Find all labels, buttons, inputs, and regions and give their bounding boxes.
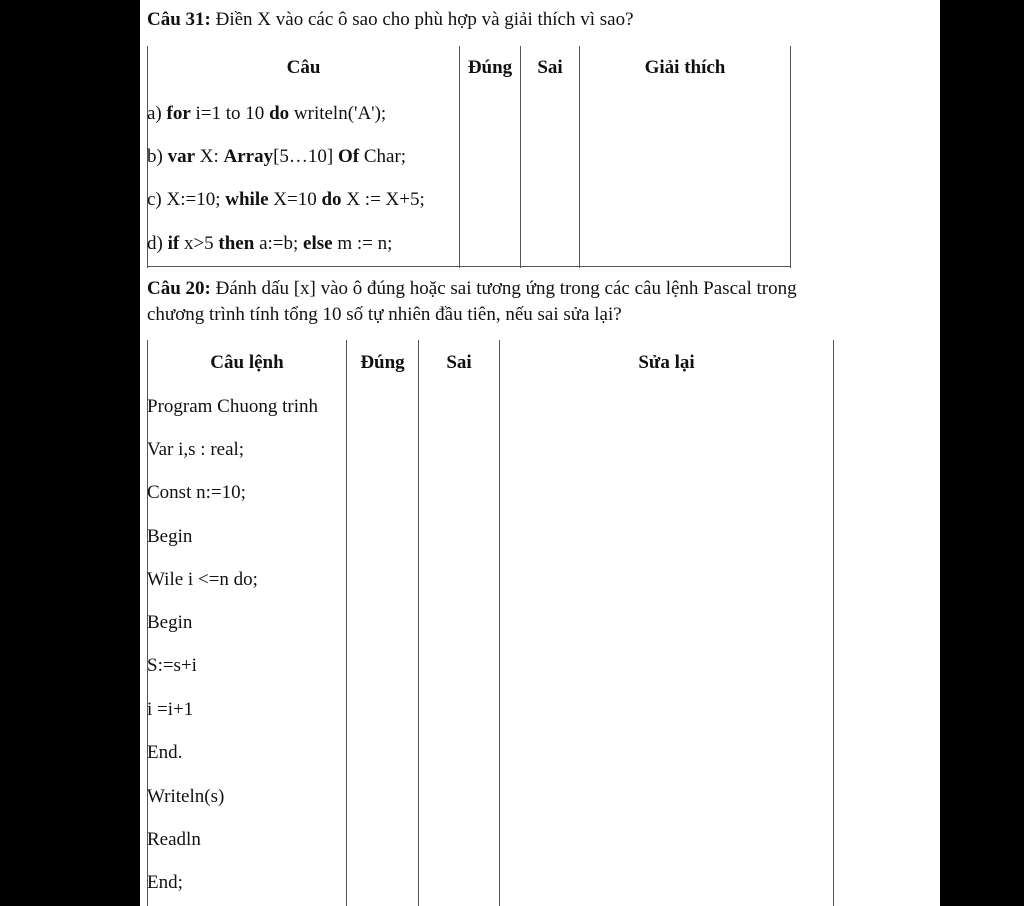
q20-row: i =i+1 [147, 699, 194, 720]
question-20-prompt-line2: chương trình tính tổng 10 số tự nhiên đầu tiên, nếu sai sửa lại? [147, 304, 622, 325]
q20-row: Writeln(s) [147, 786, 225, 807]
q20-header-correct: Đúng [360, 352, 405, 373]
question-31-prompt [147, 8, 634, 32]
q20-row: Begin [147, 526, 193, 547]
q31-header-explanation: Giải thích [644, 57, 726, 78]
q31-header-question: Câu [286, 57, 321, 78]
q31-header-wrong: Sai [537, 57, 563, 78]
question-31-number: Câu 31: [147, 9, 211, 30]
question-20-prompt-line1 [147, 277, 797, 301]
q20-row: S:=s+i [147, 655, 197, 676]
question-31-text: Điền X vào các ô sao cho phù hợp và giải thích vì sao? [210, 9, 634, 30]
q20-row: Var i,s : real; [147, 439, 245, 460]
q20-header-fix: Sửa lại [638, 352, 695, 373]
q20-row: Readln [147, 829, 201, 850]
q31-header-correct: Đúng [467, 57, 513, 78]
q20-row: Const n:=10; [147, 482, 246, 503]
q31-row-a: a) for i=1 to 10 do writeln('A'); [147, 103, 387, 124]
question-20-text: Đánh dấu [x] vào ô đúng hoặc sai tương ứng trong các câu lệnh Pascal trong [210, 278, 797, 299]
q20-row: Wile i <=n do; [147, 569, 258, 590]
question-20-number: Câu 20: [147, 278, 211, 299]
q20-header-statement: Câu lệnh [210, 352, 284, 373]
document-page-edge [842, 0, 942, 906]
q31-row-b: b) var X: Array[5…10] Of Char; [147, 146, 407, 167]
q20-row: End; [147, 872, 183, 893]
q20-row: Program Chuong trinh [147, 396, 318, 417]
right-margin [940, 0, 1024, 906]
q20-row: Begin [147, 612, 193, 633]
q20-row: End. [147, 742, 183, 763]
q20-header-wrong: Sai [446, 352, 472, 373]
q31-row-d: d) if x>5 then a:=b; else m := n; [147, 233, 393, 254]
document-page [140, 0, 842, 906]
q31-row-c: c) X:=10; while X=10 do X := X+5; [147, 189, 425, 210]
